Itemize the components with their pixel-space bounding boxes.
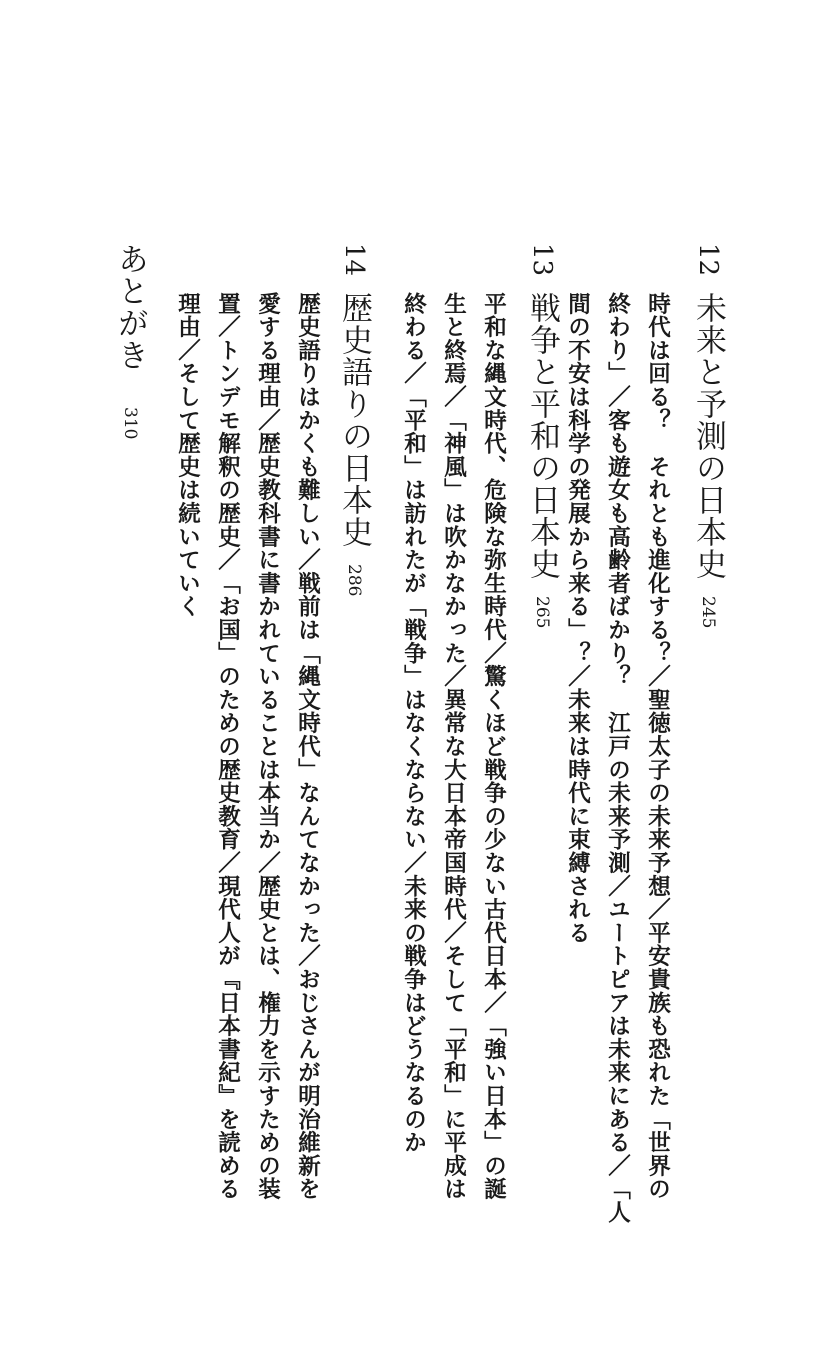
chapter-12-line-2: 終わり」／客も遊女も高齢者ばかり？ 江戸の未来予測／ユートピアは未来にある／「人 [604, 292, 631, 1224]
chapter-page-number: 265 [532, 596, 552, 629]
chapter-title: 未来と予測の日本史 [690, 292, 726, 581]
chapter-14-line-4: 理由／そして歴史は続いていく [174, 292, 201, 619]
afterword-title: あとがき [112, 243, 148, 371]
chapter-number: 13 [527, 243, 557, 277]
chapter-13-line-3: 終わる／「平和」は訪れたが「戦争」はなくならない／未来の戦争はどうなるのか [400, 292, 427, 1155]
chapter-12-line-3: 間の不安は科学の発展から来る」？／未来は時代に束縛される [564, 292, 591, 945]
chapter-14-heading [336, 243, 372, 597]
chapter-number: 12 [693, 243, 723, 277]
afterword-page-number: 310 [120, 407, 140, 440]
chapter-title: 戦争と平和の日本史 [524, 292, 560, 581]
chapter-page-number: 245 [698, 596, 718, 629]
chapter-14-line-3: 置／トンデモ解釈の歴史／「お国」のための歴史教育／現代人が『日本書紀』を読める [214, 292, 241, 1201]
chapter-12-line-1: 時代は回る？ それとも進化する？／聖徳太子の未来予想／平安貴族も恐れた「世界の [644, 292, 671, 1201]
chapter-page-number: 286 [344, 564, 364, 597]
chapter-14-line-1: 歴史語りはかくも難しい／戦前は「縄文時代」なんてなかった／おじさんが明治維新を [294, 292, 321, 1201]
chapter-13-line-2: 生と終焉／「神風」は吹かなかった／異常な大日本帝国時代／そして「平和」に平成は [440, 292, 467, 1201]
chapter-14-line-2: 愛する理由／歴史教科書に書かれていることは本当か／歴史とは、権力を示すための装 [254, 292, 281, 1201]
chapter-12-heading [690, 243, 726, 629]
chapter-title: 歴史語りの日本史 [336, 292, 372, 549]
afterword-heading [112, 243, 148, 440]
chapter-13-heading [524, 243, 560, 629]
chapter-number: 14 [339, 243, 369, 277]
chapter-13-line-1: 平和な縄文時代、危険な弥生時代／驚くほど戦争の少ない古代日本／「強い日本」の誕 [480, 292, 507, 1201]
